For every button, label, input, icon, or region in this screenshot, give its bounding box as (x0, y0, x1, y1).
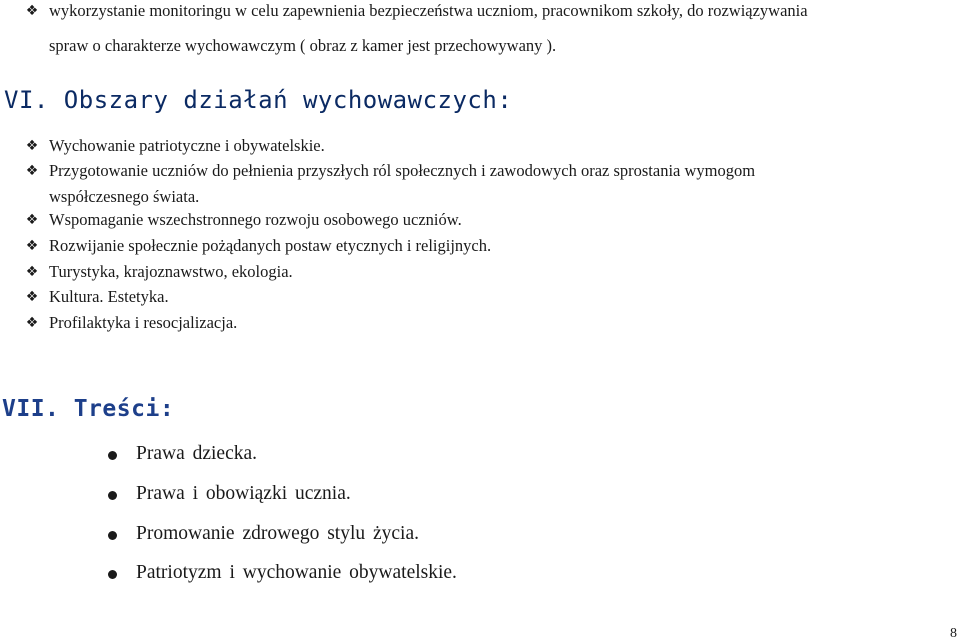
list-item (24, 285, 924, 309)
diamond-bullet-icon: ❖ (25, 138, 39, 154)
list-item-text: Profilaktyka i resocjalizacja. (49, 313, 238, 332)
list-item-text: Turystyka, krajoznawstwo, ekologia. (49, 262, 293, 281)
list-item (108, 559, 457, 587)
diamond-bullet-icon: ❖ (25, 264, 39, 280)
list-item-text: Promowanie zdrowego stylu życia. (136, 523, 420, 544)
list-item-text: Prawa i obowiązki ucznia. (136, 483, 351, 504)
diamond-bullet-icon: ❖ (25, 315, 39, 331)
list-item (24, 234, 924, 258)
diamond-bullet-icon: ❖ (25, 212, 39, 228)
list-item (108, 440, 257, 468)
list-item-text: współczesnego świata. (49, 187, 200, 206)
bullet-dot-icon (108, 531, 117, 540)
diamond-bullet-icon: ❖ (25, 3, 39, 19)
diamond-bullet-icon: ❖ (25, 163, 39, 179)
list-item-text: Patriotyzm i wychowanie obywatelskie. (136, 562, 457, 583)
diamond-bullet-icon: ❖ (25, 289, 39, 305)
list-item (24, 0, 924, 23)
list-item-text: Rozwijanie społecznie pożądanych postaw etycznych i religijnych. (49, 236, 492, 255)
list-item-text: Kultura. Estetyka. (49, 287, 169, 306)
list-item (108, 480, 351, 508)
bullet-dot-icon (108, 451, 117, 460)
list-item-continuation (24, 34, 924, 58)
section-heading-vii: VII. Treści: (2, 396, 175, 422)
list-item (24, 134, 924, 158)
list-item-continuation (24, 185, 924, 209)
list-item-text-line2: spraw o charakterze wychowawczym ( obraz z kamer jest przechowywany ). (49, 36, 557, 55)
page-number: 8 (950, 626, 957, 641)
list-item (24, 208, 924, 232)
list-item-text: Wspomaganie wszechstronnego rozwoju osobowego uczniów. (49, 210, 462, 229)
section-heading-vi: VI. Obszary działań wychowawczych: (4, 86, 513, 114)
list-item (108, 520, 419, 548)
list-item-text-line1: wykorzystanie monitoringu w celu zapewnienia bezpieczeństwa uczniom, pracownikom szkoły, do rozwiązywania (49, 1, 808, 20)
list-item-text: Prawa dziecka. (136, 443, 258, 464)
list-item (24, 260, 924, 284)
bullet-dot-icon (108, 570, 117, 579)
bullet-dot-icon (108, 491, 117, 500)
list-item (24, 311, 924, 335)
diamond-bullet-icon: ❖ (25, 238, 39, 254)
list-item-text: Wychowanie patriotyczne i obywatelskie. (49, 136, 325, 155)
list-item-text: Przygotowanie uczniów do pełnienia przyszłych ról społecznych i zawodowych oraz sprostania wymogom (49, 161, 756, 180)
list-item (24, 159, 924, 183)
